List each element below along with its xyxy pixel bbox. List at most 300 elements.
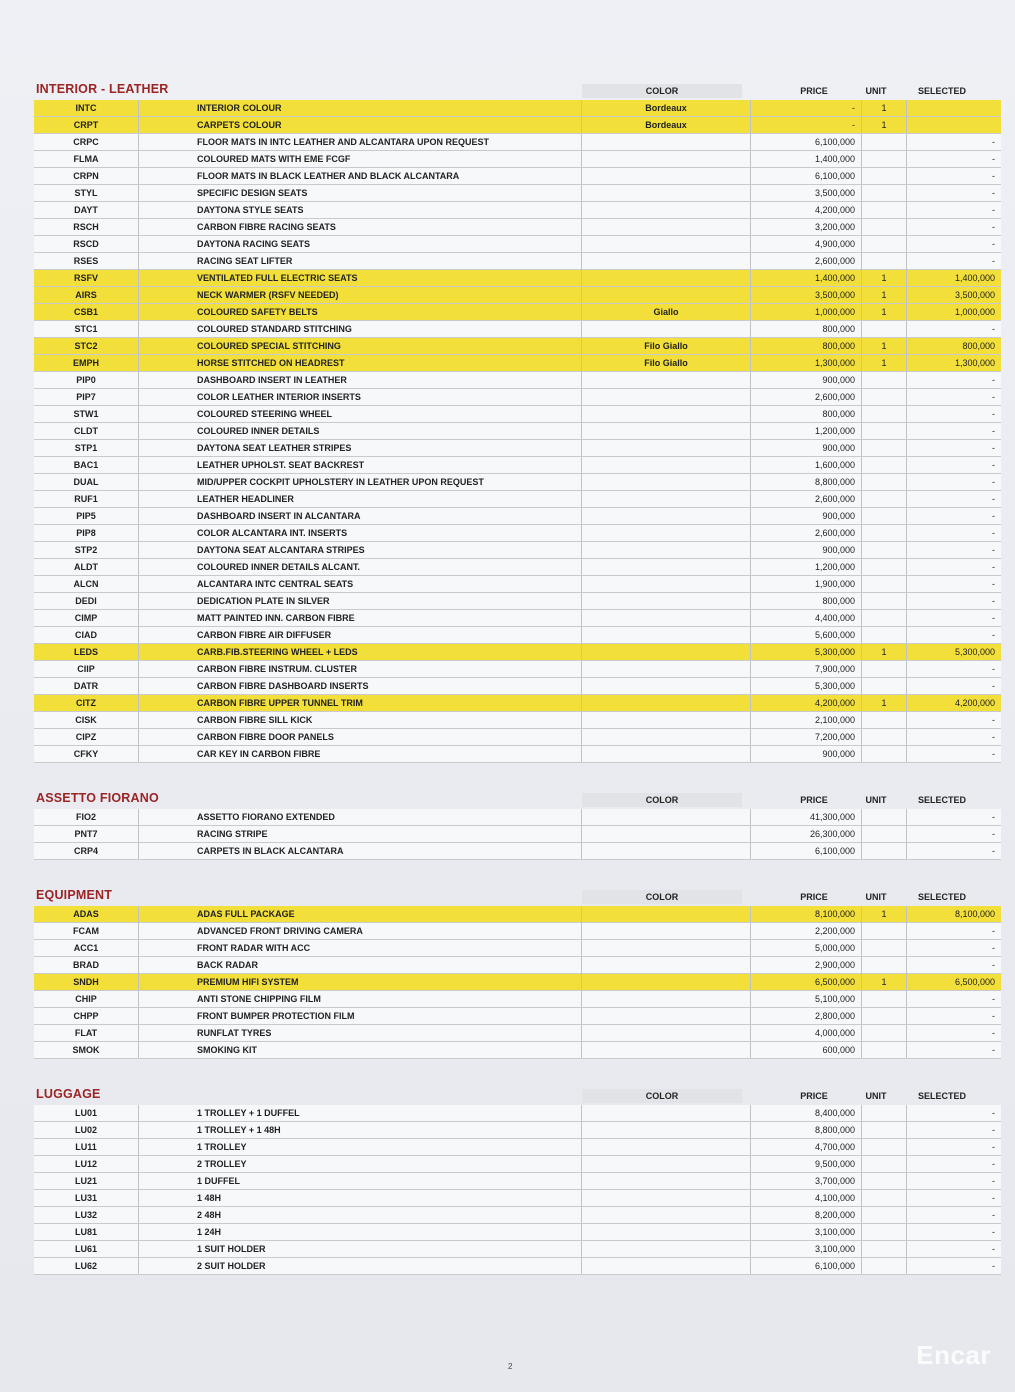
option-description: ANTI STONE CHIPPING FILM (139, 991, 582, 1008)
option-selected: - (907, 1025, 1002, 1042)
option-color (582, 940, 751, 957)
table-row (34, 559, 1001, 576)
option-selected: - (907, 508, 1002, 525)
option-selected: - (907, 1042, 1002, 1059)
option-color (582, 1224, 751, 1241)
table-row (34, 423, 1001, 440)
option-unit (862, 236, 907, 253)
table-row (34, 678, 1001, 695)
option-price: 5,300,000 (751, 644, 862, 661)
option-description: COLOURED SAFETY BELTS (139, 304, 582, 321)
option-description: DAYTONA RACING SEATS (139, 236, 582, 253)
option-code: CFKY (34, 746, 139, 763)
option-selected: - (907, 661, 1002, 678)
option-selected: - (907, 940, 1002, 957)
option-description: COLOURED STANDARD STITCHING (139, 321, 582, 338)
option-unit (862, 185, 907, 202)
table-row (34, 627, 1001, 644)
option-description: DAYTONA SEAT LEATHER STRIPES (139, 440, 582, 457)
table-row (34, 1173, 1001, 1190)
option-color (582, 185, 751, 202)
option-selected: - (907, 610, 1002, 627)
option-price: 1,300,000 (751, 355, 862, 372)
option-code: CIPZ (34, 729, 139, 746)
option-color (582, 729, 751, 746)
option-selected: - (907, 991, 1002, 1008)
option-code: FLMA (34, 151, 139, 168)
option-unit (862, 1258, 907, 1275)
option-unit (862, 712, 907, 729)
option-unit (862, 440, 907, 457)
option-unit (862, 1042, 907, 1059)
option-unit (862, 525, 907, 542)
option-code: FIO2 (34, 809, 139, 826)
option-price: 2,600,000 (751, 525, 862, 542)
option-color (582, 746, 751, 763)
table-row (34, 1258, 1001, 1275)
option-color (582, 1008, 751, 1025)
option-price: 26,300,000 (751, 826, 862, 843)
option-description: 2 SUIT HOLDER (139, 1258, 582, 1275)
option-description: 1 48H (139, 1190, 582, 1207)
table-row (34, 457, 1001, 474)
table-row (34, 1207, 1001, 1224)
table-row (34, 338, 1001, 355)
table-row (34, 525, 1001, 542)
option-price: 5,100,000 (751, 991, 862, 1008)
option-code: STC2 (34, 338, 139, 355)
table-row (34, 355, 1001, 372)
option-selected: - (907, 678, 1002, 695)
option-description: HORSE STITCHED ON HEADREST (139, 355, 582, 372)
option-selected: - (907, 576, 1002, 593)
option-description: CARBON FIBRE INSTRUM. CLUSTER (139, 661, 582, 678)
option-unit (862, 923, 907, 940)
option-unit: 1 (862, 304, 907, 321)
option-price: 7,900,000 (751, 661, 862, 678)
option-unit (862, 1025, 907, 1042)
option-selected: - (907, 1173, 1002, 1190)
option-color (582, 491, 751, 508)
option-price: 900,000 (751, 542, 862, 559)
option-description: FRONT BUMPER PROTECTION FILM (139, 1008, 582, 1025)
option-selected (907, 100, 1002, 117)
option-color (582, 321, 751, 338)
table-row (34, 491, 1001, 508)
table-row (34, 474, 1001, 491)
option-code: CISK (34, 712, 139, 729)
option-unit: 1 (862, 974, 907, 991)
column-header-unit: UNIT (865, 1091, 887, 1101)
option-description: CARBON FIBRE RACING SEATS (139, 219, 582, 236)
option-selected: - (907, 1190, 1002, 1207)
table-row (34, 809, 1001, 826)
option-price: 2,900,000 (751, 957, 862, 974)
option-color (582, 1258, 751, 1275)
option-code: CIMP (34, 610, 139, 627)
table-row (34, 406, 1001, 423)
option-code: LU01 (34, 1105, 139, 1122)
option-selected: - (907, 809, 1002, 826)
option-price: 5,600,000 (751, 627, 862, 644)
option-color (582, 559, 751, 576)
option-code: LU12 (34, 1156, 139, 1173)
option-selected: - (907, 1241, 1002, 1258)
option-unit (862, 1008, 907, 1025)
option-price: 1,400,000 (751, 270, 862, 287)
option-code: STYL (34, 185, 139, 202)
option-color (582, 610, 751, 627)
option-selected: - (907, 151, 1002, 168)
option-selected: - (907, 1139, 1002, 1156)
option-color (582, 253, 751, 270)
option-selected (907, 117, 1002, 134)
option-unit: 1 (862, 355, 907, 372)
option-unit (862, 389, 907, 406)
option-description: ADAS FULL PACKAGE (139, 906, 582, 923)
option-description: FRONT RADAR WITH ACC (139, 940, 582, 957)
option-selected: - (907, 1258, 1002, 1275)
option-price: 2,800,000 (751, 1008, 862, 1025)
option-unit (862, 940, 907, 957)
option-unit (862, 826, 907, 843)
column-header-unit: UNIT (865, 86, 887, 96)
table-row (34, 906, 1001, 923)
option-code: ALCN (34, 576, 139, 593)
option-selected: 8,100,000 (907, 906, 1002, 923)
option-selected: - (907, 593, 1002, 610)
column-header-price: PRICE (800, 795, 828, 805)
options-table (34, 1105, 1001, 1275)
option-description: DAYTONA SEAT ALCANTARA STRIPES (139, 542, 582, 559)
option-code: STC1 (34, 321, 139, 338)
option-code: PIP7 (34, 389, 139, 406)
option-price: - (751, 100, 862, 117)
option-price: 1,600,000 (751, 457, 862, 474)
option-price: 6,100,000 (751, 134, 862, 151)
section-interior-leather (34, 78, 995, 763)
options-table (34, 906, 1001, 1059)
option-unit (862, 457, 907, 474)
option-color (582, 423, 751, 440)
option-selected: - (907, 372, 1002, 389)
option-description: 2 TROLLEY (139, 1156, 582, 1173)
column-header-color: COLOR (582, 84, 742, 98)
option-description: CARBON FIBRE UPPER TUNNEL TRIM (139, 695, 582, 712)
option-selected: - (907, 440, 1002, 457)
option-color (582, 440, 751, 457)
table-row (34, 389, 1001, 406)
option-code: AIRS (34, 287, 139, 304)
option-unit (862, 1224, 907, 1241)
option-color (582, 202, 751, 219)
option-price: 1,200,000 (751, 559, 862, 576)
option-price: 8,800,000 (751, 474, 862, 491)
table-row (34, 1241, 1001, 1258)
option-code: PNT7 (34, 826, 139, 843)
option-color (582, 974, 751, 991)
option-price: 1,000,000 (751, 304, 862, 321)
table-row (34, 923, 1001, 940)
table-row (34, 304, 1001, 321)
option-price: 3,200,000 (751, 219, 862, 236)
option-color (582, 474, 751, 491)
option-unit: 1 (862, 117, 907, 134)
option-description: 1 TROLLEY (139, 1139, 582, 1156)
option-description: LEATHER UPHOLST. SEAT BACKREST (139, 457, 582, 474)
option-description: CARBON FIBRE AIR DIFFUSER (139, 627, 582, 644)
option-code: DAYT (34, 202, 139, 219)
option-code: LU21 (34, 1173, 139, 1190)
option-selected: - (907, 491, 1002, 508)
option-unit (862, 957, 907, 974)
option-color (582, 678, 751, 695)
option-unit (862, 151, 907, 168)
option-color (582, 661, 751, 678)
option-description: 1 SUIT HOLDER (139, 1241, 582, 1258)
column-header-selected: SELECTED (917, 892, 966, 902)
option-description: DAYTONA STYLE SEATS (139, 202, 582, 219)
column-header-color: COLOR (582, 1089, 742, 1103)
option-color (582, 219, 751, 236)
option-unit (862, 202, 907, 219)
option-unit: 1 (862, 644, 907, 661)
option-unit: 1 (862, 100, 907, 117)
option-color (582, 1241, 751, 1258)
option-selected: - (907, 627, 1002, 644)
option-selected: - (907, 1105, 1002, 1122)
option-color (582, 843, 751, 860)
option-selected: 800,000 (907, 338, 1002, 355)
option-unit (862, 610, 907, 627)
option-selected: 1,400,000 (907, 270, 1002, 287)
option-description: CARBON FIBRE SILL KICK (139, 712, 582, 729)
option-description: CARPETS IN BLACK ALCANTARA (139, 843, 582, 860)
option-selected: - (907, 168, 1002, 185)
option-price: 6,100,000 (751, 843, 862, 860)
option-selected: - (907, 1122, 1002, 1139)
table-row (34, 440, 1001, 457)
option-selected: - (907, 712, 1002, 729)
option-unit: 1 (862, 906, 907, 923)
option-price: 4,200,000 (751, 695, 862, 712)
option-selected: - (907, 746, 1002, 763)
option-selected: - (907, 236, 1002, 253)
option-price: 600,000 (751, 1042, 862, 1059)
option-selected: - (907, 389, 1002, 406)
option-color (582, 525, 751, 542)
option-code: LU32 (34, 1207, 139, 1224)
option-description: PREMIUM HIFI SYSTEM (139, 974, 582, 991)
option-selected: 3,500,000 (907, 287, 1002, 304)
option-code: SNDH (34, 974, 139, 991)
option-code: LU61 (34, 1241, 139, 1258)
option-color (582, 270, 751, 287)
option-unit (862, 1122, 907, 1139)
table-row (34, 1105, 1001, 1122)
option-code: CSB1 (34, 304, 139, 321)
option-unit: 1 (862, 287, 907, 304)
option-color (582, 593, 751, 610)
option-unit (862, 1241, 907, 1258)
option-price: 900,000 (751, 746, 862, 763)
option-price: 4,200,000 (751, 202, 862, 219)
table-row (34, 940, 1001, 957)
option-code: DUAL (34, 474, 139, 491)
option-description: 1 24H (139, 1224, 582, 1241)
section-assetto-fiorano (34, 787, 995, 860)
option-price: 2,600,000 (751, 491, 862, 508)
table-row (34, 321, 1001, 338)
option-description: FLOOR MATS IN INTC LEATHER AND ALCANTARA UPON REQUEST (139, 134, 582, 151)
option-code: BAC1 (34, 457, 139, 474)
option-code: LU62 (34, 1258, 139, 1275)
column-header-price: PRICE (800, 1091, 828, 1101)
option-color: Bordeaux (582, 117, 751, 134)
option-code: ALDT (34, 559, 139, 576)
option-description: SPECIFIC DESIGN SEATS (139, 185, 582, 202)
option-color (582, 1105, 751, 1122)
option-color (582, 576, 751, 593)
option-price: 900,000 (751, 508, 862, 525)
option-color (582, 168, 751, 185)
option-price: 1,400,000 (751, 151, 862, 168)
option-color (582, 923, 751, 940)
options-table (34, 100, 1001, 763)
option-selected: - (907, 525, 1002, 542)
option-unit (862, 809, 907, 826)
option-code: FCAM (34, 923, 139, 940)
option-unit (862, 508, 907, 525)
table-row (34, 610, 1001, 627)
option-selected: 5,300,000 (907, 644, 1002, 661)
option-code: LU31 (34, 1190, 139, 1207)
section-title: ASSETTO FIORANO (36, 791, 159, 805)
option-unit (862, 1173, 907, 1190)
option-code: LU02 (34, 1122, 139, 1139)
option-description: LEATHER HEADLINER (139, 491, 582, 508)
option-description: 2 48H (139, 1207, 582, 1224)
option-code: RSFV (34, 270, 139, 287)
option-price: 2,100,000 (751, 712, 862, 729)
option-unit (862, 678, 907, 695)
column-header-unit: UNIT (865, 892, 887, 902)
option-price: 3,700,000 (751, 1173, 862, 1190)
table-row (34, 1139, 1001, 1156)
option-price: 3,500,000 (751, 185, 862, 202)
option-price: 1,900,000 (751, 576, 862, 593)
table-row (34, 270, 1001, 287)
option-price: 3,100,000 (751, 1224, 862, 1241)
option-code: CHPP (34, 1008, 139, 1025)
option-price: 7,200,000 (751, 729, 862, 746)
option-description: CAR KEY IN CARBON FIBRE (139, 746, 582, 763)
option-code: SMOK (34, 1042, 139, 1059)
option-color (582, 712, 751, 729)
option-color (582, 372, 751, 389)
option-description: 1 TROLLEY + 1 48H (139, 1122, 582, 1139)
option-price: 2,600,000 (751, 253, 862, 270)
option-price: 4,900,000 (751, 236, 862, 253)
option-price: 1,200,000 (751, 423, 862, 440)
option-unit (862, 168, 907, 185)
option-color (582, 906, 751, 923)
option-selected: - (907, 474, 1002, 491)
option-price: 800,000 (751, 593, 862, 610)
option-selected: - (907, 1156, 1002, 1173)
option-color (582, 644, 751, 661)
option-code: BRAD (34, 957, 139, 974)
table-row (34, 236, 1001, 253)
table-row (34, 1224, 1001, 1241)
option-selected: 1,300,000 (907, 355, 1002, 372)
option-unit (862, 1156, 907, 1173)
option-price: 6,100,000 (751, 1258, 862, 1275)
watermark: Encar (916, 1340, 991, 1370)
option-color (582, 695, 751, 712)
section-title: INTERIOR - LEATHER (36, 82, 169, 96)
option-color (582, 1042, 751, 1059)
option-selected: - (907, 826, 1002, 843)
option-description: COLOR LEATHER INTERIOR INSERTS (139, 389, 582, 406)
option-selected: - (907, 1224, 1002, 1241)
option-description: COLOURED INNER DETAILS ALCANT. (139, 559, 582, 576)
option-price: 900,000 (751, 440, 862, 457)
option-code: RSES (34, 253, 139, 270)
option-description: MATT PAINTED INN. CARBON FIBRE (139, 610, 582, 627)
option-description: COLOURED SPECIAL STITCHING (139, 338, 582, 355)
table-row (34, 1008, 1001, 1025)
option-code: INTC (34, 100, 139, 117)
option-unit (862, 491, 907, 508)
section-title: EQUIPMENT (36, 888, 113, 902)
table-row (34, 712, 1001, 729)
option-price: 5,000,000 (751, 940, 862, 957)
option-unit (862, 321, 907, 338)
option-code: RSCH (34, 219, 139, 236)
option-code: CITZ (34, 695, 139, 712)
option-code: STW1 (34, 406, 139, 423)
option-price: 3,500,000 (751, 287, 862, 304)
option-color: Giallo (582, 304, 751, 321)
option-price: 9,500,000 (751, 1156, 862, 1173)
option-code: CRPC (34, 134, 139, 151)
option-color (582, 1025, 751, 1042)
option-unit (862, 576, 907, 593)
option-color (582, 1190, 751, 1207)
options-table (34, 809, 1001, 860)
option-color (582, 957, 751, 974)
option-price: 800,000 (751, 321, 862, 338)
option-color (582, 1207, 751, 1224)
option-color (582, 151, 751, 168)
option-description: COLOURED STEERING WHEEL (139, 406, 582, 423)
table-row (34, 695, 1001, 712)
option-code: CHIP (34, 991, 139, 1008)
option-unit (862, 253, 907, 270)
option-color (582, 809, 751, 826)
option-color (582, 406, 751, 423)
option-unit: 1 (862, 270, 907, 287)
option-code: FLAT (34, 1025, 139, 1042)
option-selected: - (907, 729, 1002, 746)
table-row (34, 644, 1001, 661)
option-price: 800,000 (751, 338, 862, 355)
option-unit (862, 1105, 907, 1122)
option-description: 1 TROLLEY + 1 DUFFEL (139, 1105, 582, 1122)
option-description: DASHBOARD INSERT IN LEATHER (139, 372, 582, 389)
table-row (34, 746, 1001, 763)
